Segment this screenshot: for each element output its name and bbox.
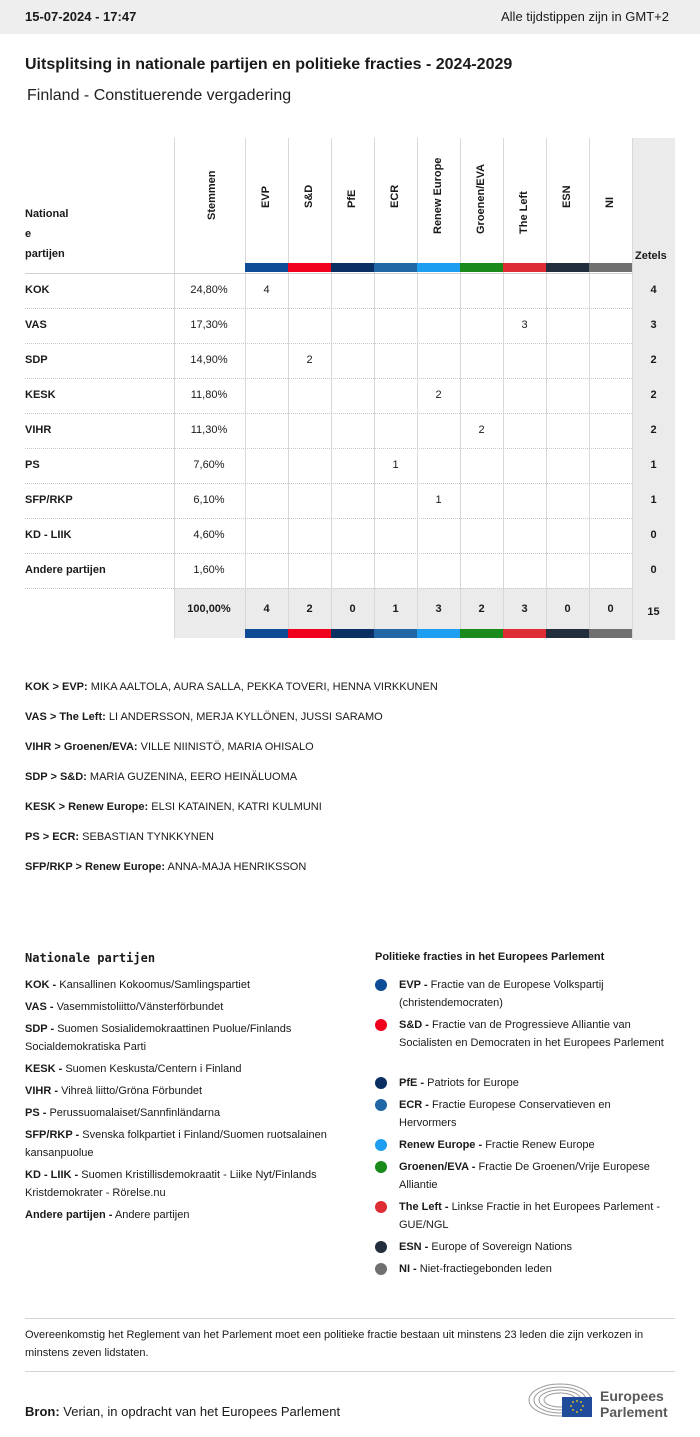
grid-line [174,138,175,638]
member-names: SEBASTIAN TYNKKYNEN [82,831,215,843]
page-title: Uitsplitsing in nationale partijen en politieke fracties - 2024-2029 [25,56,513,73]
group-column-header: EVP [260,185,272,208]
total-seat-cell: 0 [349,603,356,615]
page-subtitle: Finland - Constituerende vergadering [27,87,292,104]
party-label: VAS [25,319,47,331]
group-column-header: Renew Europe [432,157,444,234]
row-divider [25,518,632,519]
party-label: SDP [25,354,48,366]
seat-total: 1 [650,459,657,471]
legend-name: Svenska folkpartiet i Finland/Suomen ruotsalainen kansanpuolue [25,1129,327,1159]
legend-name: Suomen Kristillisdemokraatit - Liike Nyt/Finlands Kristdemokrater - Rörelse.nu [25,1169,317,1199]
group-color-bar [374,263,417,272]
legend-abbr: KD - LIIK - [25,1169,79,1181]
legend-name: Fractie Europese Conservatieven en Hervormers [399,1099,611,1129]
legend-name: Patriots for Europe [427,1077,519,1089]
legend-name: Fractie De Groenen/Vrije Europese Alliantie [399,1161,650,1191]
group-legend-item [399,1158,669,1194]
legend-abbr: VAS - [25,1001,54,1013]
total-seat-cell: 4 [263,603,270,615]
seat-total: 0 [650,564,657,576]
row-divider [25,448,632,449]
member-names: MIKA AALTOLA, AURA SALLA, PEKKA TOVERI, HENNA VIRKKUNEN [90,681,438,693]
group-legend-item [399,1096,669,1132]
legend-abbr: Andere partijen - [25,1209,113,1221]
national-legend-item [25,1060,335,1078]
legend-name: Vasemmistoliitto/Vänsterförbundet [56,1001,224,1013]
party-label: PS [25,459,40,471]
legend-abbr: S&D - [399,1019,429,1031]
group-color-dot-icon [375,1201,387,1213]
legend-name: Suomen Keskusta/Centern i Finland [65,1063,242,1075]
member-line [25,771,297,783]
legend-name: Fractie Renew Europe [485,1139,595,1151]
row-divider [25,343,632,344]
party-label: VIHR [25,424,52,436]
member-group-key: SDP > S&D: [25,771,87,783]
total-seat-cell: 2 [306,603,313,615]
legend-name: Suomen Sosialidemokraattinen Puolue/Finlands Socialdemokratiska Parti [25,1023,292,1053]
vote-share: 1,60% [193,564,225,576]
timestamp: 15-07-2024 - 17:47 [25,9,137,24]
group-color-bar [374,629,417,638]
grid-line [589,138,590,638]
member-line [25,741,314,753]
vote-share: 11,30% [190,424,228,436]
votes-column-header: Stemmen [206,170,218,220]
group-legend-item [399,1198,669,1234]
member-group-key: KOK > EVP: [25,681,88,693]
seat-total: 2 [650,354,657,366]
legend-abbr: Renew Europe - [399,1139,483,1151]
group-column-header: S&D [303,184,315,208]
group-column-header: NI [604,197,616,208]
seat-total: 2 [650,389,657,401]
party-label: SFP/RKP [25,494,73,506]
group-color-bar [546,629,589,638]
grand-total-seats: 15 [647,606,660,618]
grid-line [417,138,418,638]
group-color-bar [331,629,374,638]
group-column-header: ESN [561,185,573,208]
group-color-bar [546,263,589,272]
group-color-dot-icon [375,1263,387,1275]
group-color-bar [245,263,288,272]
legend-name: Vihreä liitto/Gröna Förbundet [61,1085,203,1097]
seat-cell: 4 [263,284,270,296]
member-line [25,711,383,723]
member-names: VILLE NIINISTÖ, MARIA OHISALO [140,741,314,753]
seat-cell: 2 [306,354,313,366]
seats-column-header: Zetels [635,250,667,262]
total-seat-cell: 2 [478,603,485,615]
grid-line [331,138,332,638]
legend-abbr: KESK - [25,1063,63,1075]
group-color-bar [245,629,288,638]
group-color-dot-icon [375,1077,387,1089]
member-names: ANNA-MAJA HENRIKSSON [167,861,307,873]
results-table [25,138,675,640]
group-column-header: Groenen/EVA [475,163,487,234]
row-divider [25,413,632,414]
member-line [25,801,322,813]
legend-abbr: KOK - [25,979,57,991]
national-legend-item [25,1082,335,1100]
group-column-header: The Left [518,191,530,234]
row-divider [25,308,632,309]
legend-name: Linkse Fractie in het Europees Parlement - GUE/NGL [399,1201,661,1231]
rules-note: Overeenkomstig het Reglement van het Parlement moet een politieke fractie bestaan uit minstens 23 leden die zijn verkozen in minstens zeven lidstaten. [25,1329,644,1359]
group-color-bar [589,263,632,272]
legend-abbr: NI - [399,1263,417,1275]
legend-abbr: SFP/RKP - [25,1129,80,1141]
group-legend-item [399,1074,669,1092]
group-legend-title: Politieke fracties in het Europees Parlement [375,951,605,963]
legend-abbr: ESN - [399,1241,429,1253]
member-names: ELSI KATAINEN, KATRI KULMUNI [151,801,322,813]
party-label: KD - LIIK [25,529,72,541]
total-seat-cell: 1 [392,603,399,615]
row-divider [25,378,632,379]
national-legend-item [25,1104,335,1122]
group-color-dot-icon [375,1161,387,1173]
group-color-bar [460,629,503,638]
national-legend-title: Nationale partijen [25,951,156,965]
seat-cell: 2 [478,424,485,436]
member-group-key: PS > ECR: [25,831,80,843]
seat-total: 2 [650,424,657,436]
grid-line [245,138,246,638]
national-legend-item [25,976,335,994]
party-label: KOK [25,284,50,296]
row-divider [25,553,632,554]
seat-total: 4 [650,284,657,296]
divider [25,1318,675,1319]
group-column-header: PfE [346,189,358,208]
national-legend-item [25,998,335,1016]
top-bar [0,0,700,34]
seat-cell: 1 [392,459,399,471]
vote-share: 7,60% [193,459,225,471]
legend-abbr: SDP - [25,1023,55,1035]
total-votes: 100,00% [187,603,231,615]
group-legend-item [399,1016,669,1052]
group-color-dot-icon [375,979,387,991]
legend-abbr: PfE - [399,1077,425,1089]
seat-total: 1 [650,494,657,506]
total-seat-cell: 0 [607,603,614,615]
legend-name: Perussuomalaiset/Sannfinländarna [49,1107,221,1119]
grid-line [632,138,633,638]
party-column-header: National e partijen [25,208,69,260]
vote-share: 11,80% [190,389,228,401]
legend-name: Niet-fractiegebonden leden [419,1263,552,1275]
seat-total: 0 [650,529,657,541]
grid-line [503,138,504,638]
group-color-bar [417,263,460,272]
grid-line [374,138,375,638]
row-divider [25,588,632,589]
group-legend-item [399,1136,669,1154]
grid-line [546,138,547,638]
group-color-bar [460,263,503,272]
legend-abbr: EVP - [399,979,428,991]
member-names: LI ANDERSSON, MERJA KYLLÖNEN, JUSSI SARAMO [108,711,383,723]
group-legend-item [399,1260,669,1278]
party-label: KESK [25,389,56,401]
group-color-dot-icon [375,1099,387,1111]
member-names: MARIA GUZENINA, EERO HEINÄLUOMA [89,771,298,783]
divider [25,1371,675,1372]
group-legend-item [399,976,669,1012]
group-color-dot-icon [375,1019,387,1031]
vote-share: 24,80% [190,284,228,296]
total-seat-cell: 3 [521,603,528,615]
member-group-key: SFP/RKP > Renew Europe: [25,861,166,873]
national-legend-item [25,1020,335,1056]
member-group-key: VAS > The Left: [25,711,106,723]
legend-abbr: The Left - [399,1201,449,1213]
member-line [25,681,438,693]
national-legend-item [25,1166,335,1202]
group-color-bar [331,263,374,272]
group-column-header: ECR [389,184,401,208]
total-seat-cell: 3 [435,603,442,615]
legend-abbr: PS - [25,1107,47,1119]
group-legend-item [399,1238,669,1256]
national-legend-item [25,1206,335,1224]
member-line [25,831,214,843]
group-color-bar [288,629,331,638]
party-label: Andere partijen [25,564,106,576]
vote-share: 6,10% [193,494,225,506]
legend-name: Fractie van de Europese Volkspartij (christendemocraten) [399,979,604,1009]
seat-cell: 1 [435,494,442,506]
legend-abbr: Groenen/EVA - [399,1161,476,1173]
group-color-dot-icon [375,1241,387,1253]
total-seat-cell: 0 [564,603,571,615]
member-group-key: VIHR > Groenen/EVA: [25,741,138,753]
row-divider [25,483,632,484]
seat-cell: 2 [435,389,442,401]
grid-line [460,138,461,638]
legend-abbr: ECR - [399,1099,429,1111]
legend-name: Andere partijen [114,1209,190,1221]
grid-line [288,138,289,638]
group-color-bar [589,629,632,638]
source-text: Verian, in opdracht van het Europees Parlement [63,1404,341,1419]
ep-logo-text: Europees Parlement [600,1388,668,1420]
member-group-key: KESK > Renew Europe: [25,801,149,813]
member-line [25,861,306,873]
source-line [25,1404,340,1419]
header-divider [25,273,632,274]
group-color-dot-icon [375,1139,387,1151]
legend-name: Europe of Sovereign Nations [431,1241,573,1253]
seat-total: 3 [650,319,657,331]
source-label: Bron: [25,1404,60,1419]
seat-cell: 3 [521,319,528,331]
legend-name: Kansallinen Kokoomus/Samlingspartiet [59,979,251,991]
national-legend-item [25,1126,335,1162]
vote-share: 4,60% [193,529,225,541]
group-color-bar [503,629,546,638]
group-color-bar [288,263,331,272]
legend-abbr: VIHR - [25,1085,58,1097]
group-color-bar [503,263,546,272]
vote-share: 17,30% [190,319,228,331]
timezone-note: Alle tijdstippen zijn in GMT+2 [501,9,669,24]
vote-share: 14,90% [190,354,228,366]
group-color-bar [417,629,460,638]
legend-name: Fractie van de Progressieve Alliantie van Socialisten en Democraten in het Europees Parlement [399,1019,664,1049]
